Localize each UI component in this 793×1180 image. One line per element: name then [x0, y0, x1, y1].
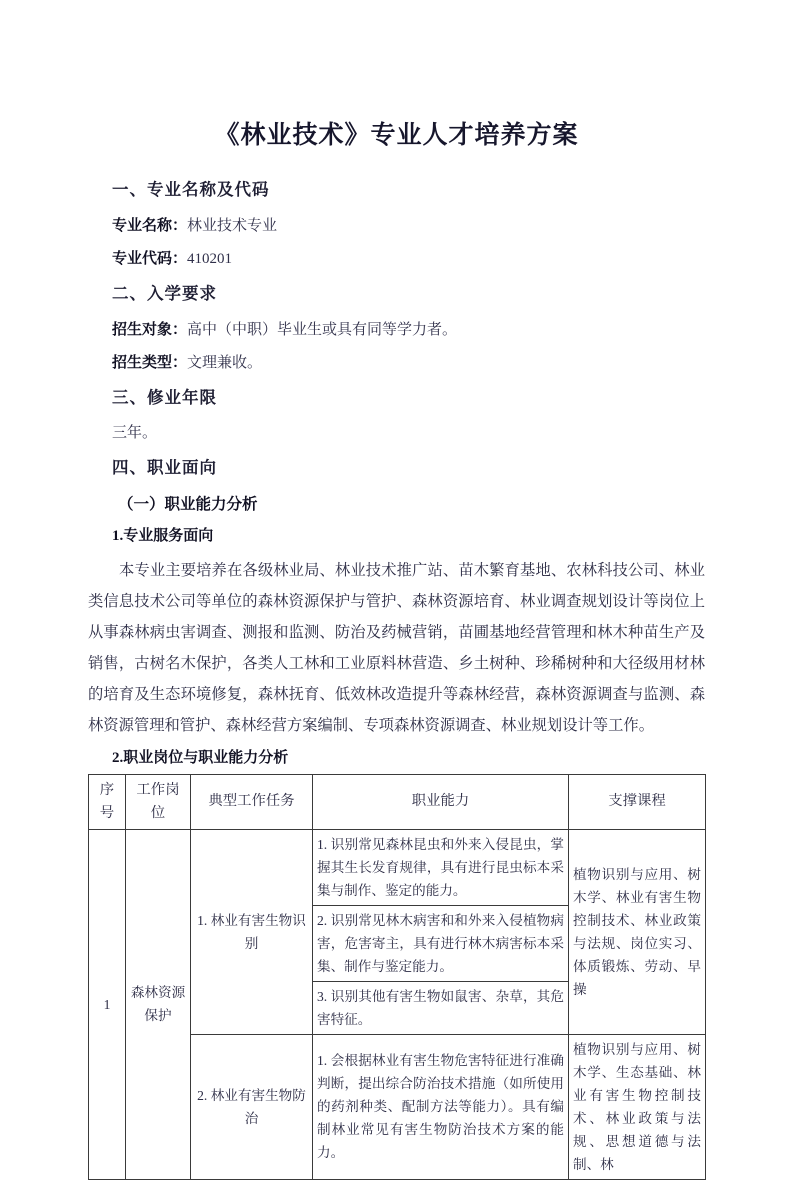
admission-type-label: 招生类型： — [112, 355, 188, 371]
row-task-cell-2: 2. 林业有害生物防治 — [191, 1034, 313, 1179]
row-task-cell-1: 1. 林业有害生物识别 — [191, 829, 313, 1034]
row-no-cell: 1 — [89, 829, 126, 1179]
row-ability-cell-1-1: 1. 识别常见森林昆虫和外来入侵昆虫，掌握其生长发育规律，具有进行昆虫标本采集与制作、鉴定的能力。 — [313, 829, 569, 905]
section-heading-1: 一、专业名称及代码 — [112, 180, 270, 199]
major-name-value: 林业技术专业 — [187, 217, 278, 234]
admission-target-value: 高中（中职）毕业生或具有同等学力者。 — [187, 321, 458, 338]
subsection-heading-4-1: （一）职业能力分析 — [118, 495, 258, 513]
major-name-label: 专业名称： — [112, 217, 188, 234]
row-ability-cell-2-1: 1. 会根据林业有害生物危害特征进行准确判断，提出综合防治技术措施（如所使用的药剂种类、配制方法等能力）。具有编制林业常见有害生物防治技术方案的能力。 — [313, 1034, 569, 1179]
table-header-course: 支撑课程 — [569, 774, 706, 829]
major-name-line — [88, 215, 705, 238]
table-header-post: 工作岗位 — [126, 774, 191, 829]
document-content — [88, 178, 705, 1180]
table-header-row — [89, 774, 706, 829]
major-code-line — [88, 248, 705, 271]
section-heading-4: 四、职业面向 — [112, 457, 217, 477]
admission-type-line — [88, 352, 705, 375]
service-scope-paragraph: 本专业主要培养在各级林业局、林业技术推广站、苗木繁育基地、农林科技公司、林业类信息技术公司等单位的森林资源保护与管护、森林资源培育、林业调查规划设计等岗位上从事森林病虫害调查、测报和监测、防治及药械营销，苗圃基地经营管理和林木种苗生产及销售，古树名木保护，各类人工林和工业原料林营造、乡土树种、珍稀树种和大径级用材林的培育及生态环境修复，森林抚育、低效林改造提升等森林经营，森林资源调查与监测、森林资源管理和管护、森林经营方案编制、专项森林资源调查、林业规划设计等工作。 — [88, 562, 705, 735]
table-header-no: 序号 — [89, 774, 126, 829]
table-row — [89, 829, 706, 905]
section-heading-2: 二、入学要求 — [112, 283, 217, 303]
major-code-label: 专业代码： — [112, 251, 188, 268]
section-heading-3: 三、修业年限 — [112, 387, 217, 407]
row-ability-cell-1-2: 2. 识别常见林木病害和和外来入侵植物病害，危害寄主，具有进行林木病害标本采集、制作与鉴定能力。 — [313, 905, 569, 981]
table-header-task: 典型工作任务 — [191, 774, 313, 829]
page-title: 《林业技术》专业人才培养方案 — [214, 122, 579, 149]
admission-target-label: 招生对象： — [112, 321, 188, 338]
admission-type-value: 文理兼收。 — [187, 355, 263, 371]
post-ability-table — [88, 774, 706, 1180]
major-code-value: 410201 — [187, 251, 233, 268]
row-ability-cell-1-3: 3. 识别其他有害生物如鼠害、杂草，其危害特征。 — [313, 981, 569, 1034]
subsection-heading-post-ability: 2.职业岗位与职业能力分析 — [112, 750, 289, 767]
subsection-heading-service-scope: 1.专业服务面向 — [112, 527, 214, 544]
row-course-cell-1: 植物识别与应用、树木学、林业有害生物控制技术、林业政策与法规、岗位实习、体质锻炼、劳动、早操 — [569, 829, 706, 1034]
study-duration-value: 三年。 — [112, 425, 158, 442]
admission-target-line — [88, 319, 705, 342]
row-post-cell: 森林资源保护 — [126, 829, 191, 1179]
table-header-ability: 职业能力 — [313, 774, 569, 829]
row-course-cell-2: 植物识别与应用、树木学、生态基础、林业有害生物控制技术、林业政策与法规、思想道德与法制、林 — [569, 1034, 706, 1179]
